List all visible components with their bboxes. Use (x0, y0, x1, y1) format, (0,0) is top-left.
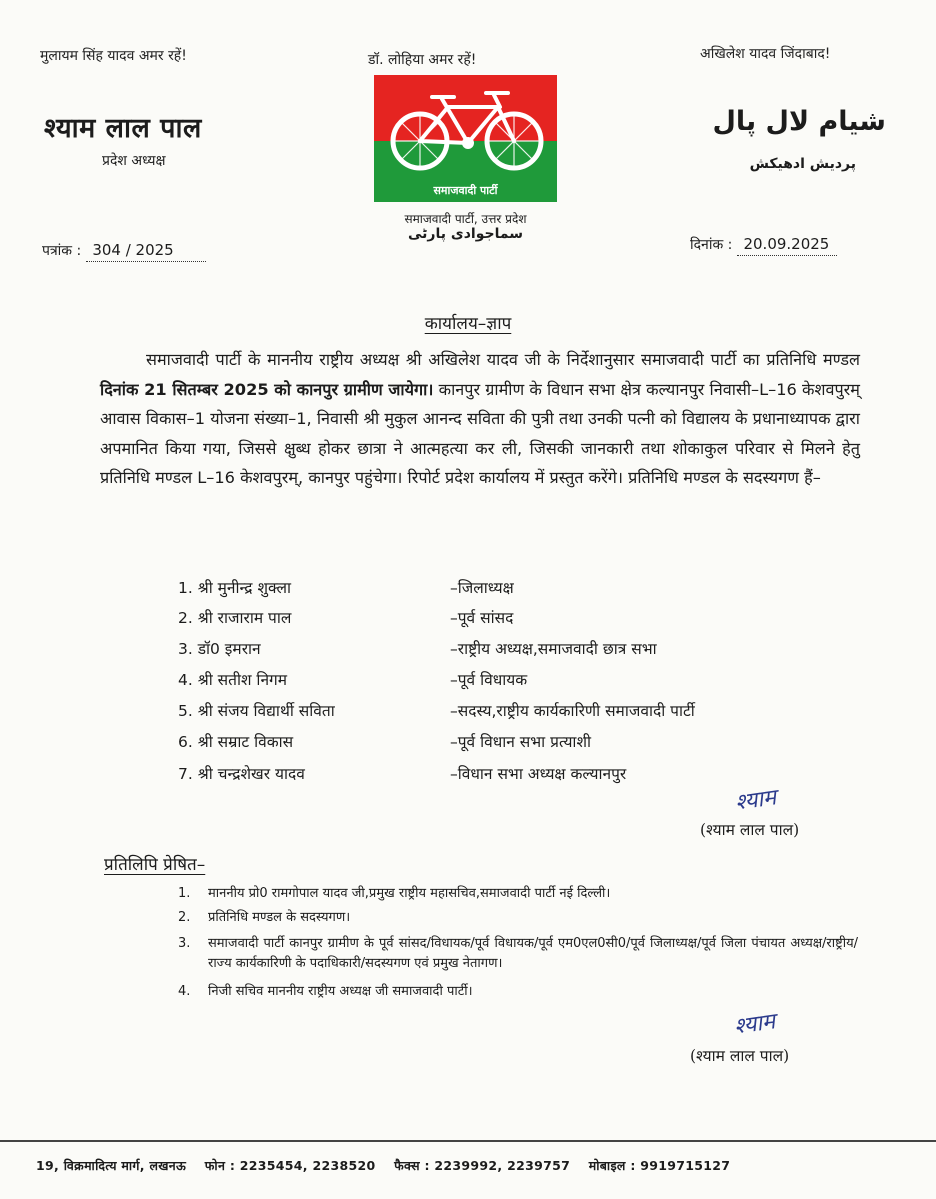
footer (36, 1157, 744, 1174)
footer-mobile: मोबाइल : 9919715127 (588, 1158, 731, 1173)
cc-heading: प्रतिलिपि प्रेषित– (104, 855, 206, 875)
designation-hindi: प्रदेश अध्यक्ष (102, 153, 166, 169)
footer-divider (0, 1140, 936, 1142)
bicycle-icon (382, 85, 550, 175)
slogan-left: मुलायम सिंह यादव अमर रहें! (40, 48, 187, 64)
signature-name: (श्याम लाल पाल) (700, 821, 800, 839)
footer-fax: फैक्स : 2239992, 2239757 (394, 1158, 571, 1173)
member-name: 4. श्री सतीश निगम (178, 671, 288, 689)
cc-text: माननीय प्रो0 रामगोपाल यादव जी,प्रमुख राष्ट्रीय महासचिव,समाजवादी पार्टी नई दिल्ली। (208, 886, 611, 901)
list-item (178, 982, 868, 1002)
party-logo (374, 75, 557, 202)
designation-urdu: پردیش ادھیکش (749, 156, 856, 172)
member-name: 3. डॉ0 इमरान (178, 640, 261, 658)
body-part1: समाजवादी पार्टी के माननीय राष्ट्रीय अध्यक्ष श्री अखिलेश यादव जी के निर्देशानुसार समाजवादी पार्टी का प्रतिनिधि मण्डल (146, 350, 860, 369)
slogan-center: डॉ. लोहिया अमर रहें! (368, 52, 477, 68)
president-name-hindi: श्याम लाल पाल (44, 113, 202, 144)
member-role: –पूर्व सांसद (450, 609, 514, 627)
patrank-block (42, 240, 206, 262)
cc-list (178, 884, 878, 1004)
member-name: 6. श्री सम्राट विकास (178, 733, 294, 751)
body-part2: कानपुर ग्रामीण के विधान सभा क्षेत्र कल्यानपुर निवासी–L–16 केशवपुरम् आवास विकास–1 योजना संख्या–1, निवासी श्री मुकुल आनन्द सविता की पुत्री तथा उनकी पत्नी को विद्यालय के प्रधानाध्यापक द्वारा अपमानित किया गया, जिससे क्षुब्ध होकर छात्रा ने आत्महत्या कर ली, जिसकी जानकारी तथा शोकाकुल परिवार से मिलने हेतु प्रतिनिधि मण्डल L–16 केशवपुरम्, कानपुर पहुंचेगा। रिपोर्ट प्रदेश कार्यालय में प्रस्तुत करेंगे। प्रतिनिधि मण्डल के सदस्यगण हैं– (100, 379, 860, 487)
date-label: दिनांक : (690, 237, 733, 253)
page-title: कार्यालय–ज्ञाप (424, 314, 512, 334)
party-urdu: سماجوادی پارٹی (408, 226, 523, 242)
body-bold: दिनांक 21 सितम्बर 2025 को कानपुर ग्रामीण जायेगा। (100, 379, 434, 399)
member-role: –राष्ट्रीय अध्यक्ष,समाजवादी छात्र सभा (450, 640, 657, 658)
party-line: समाजवादी पार्टी, उत्तर प्रदेश (404, 212, 527, 226)
signature-scribble-2: श्याम (732, 1009, 777, 1040)
member-name: 7. श्री चन्द्रशेखर यादव (178, 765, 305, 783)
slogan-right: अखिलेश यादव जिंदाबाद! (700, 46, 831, 62)
memo-body (100, 345, 860, 493)
member-role: –पूर्व विधान सभा प्रत्याशी (450, 733, 591, 751)
list-item (178, 699, 936, 730)
member-name: 1. श्री मुनीन्द्र शुक्ला (178, 579, 291, 597)
cc-num: 1. (178, 886, 191, 901)
member-role: –विधान सभा अध्यक्ष कल्यानपुर (450, 765, 627, 783)
member-role: –पूर्व विधायक (450, 671, 528, 689)
logo-banner-text: समाजवादी पार्टी (433, 184, 498, 197)
footer-address: 19, विक्रमादित्य मार्ग, लखनऊ (36, 1158, 187, 1173)
list-item (178, 884, 868, 904)
signature-scribble: श्याम (733, 785, 778, 816)
member-name: 5. श्री संजय विद्यार्थी सविता (178, 702, 335, 720)
cc-text: निजी सचिव माननीय राष्ट्रीय अध्यक्ष जी समाजवादी पार्टी। (208, 984, 473, 999)
list-item (178, 730, 936, 761)
cc-text: समाजवादी पार्टी कानपुर ग्रामीण के पूर्व सांसद/विधायक/पूर्व विधायक/पूर्व एम0एल0सी0/पूर्व जिलाध्यक्ष/पूर्व जिला पंचायत अध्यक्ष/राष्ट्रीय/राज्य कार्यकारिणी के पदाधिकारी/सदस्यगण एवं प्रमुख नेतागण। (208, 936, 858, 971)
list-item (178, 637, 936, 668)
list-item (178, 762, 936, 793)
date-block (690, 234, 837, 256)
cc-num: 2. (178, 910, 191, 925)
cc-num: 4. (178, 984, 191, 999)
list-item (178, 934, 868, 976)
member-role: –सदस्य,राष्ट्रीय कार्यकारिणी समाजवादी पार्टी (450, 702, 695, 720)
patrank-label: पत्रांक : (42, 243, 82, 259)
member-role: –जिलाध्यक्ष (450, 579, 514, 597)
footer-phone: फोन : 2235454, 2238520 (204, 1158, 376, 1173)
list-item (178, 606, 936, 637)
members-list (178, 576, 878, 806)
cc-num: 3. (178, 936, 191, 951)
president-name-urdu: شیام لال پال (712, 106, 886, 137)
signature-name-2: (श्याम लाल पाल) (690, 1047, 790, 1065)
cc-text: प्रतिनिधि मण्डल के सदस्यगण। (208, 910, 351, 925)
list-item (178, 668, 936, 699)
list-item (178, 908, 868, 928)
list-item (178, 576, 936, 607)
date-value: 20.09.2025 (737, 235, 837, 256)
member-name: 2. श्री राजाराम पाल (178, 609, 292, 627)
patrank-value: 304 / 2025 (86, 241, 206, 262)
